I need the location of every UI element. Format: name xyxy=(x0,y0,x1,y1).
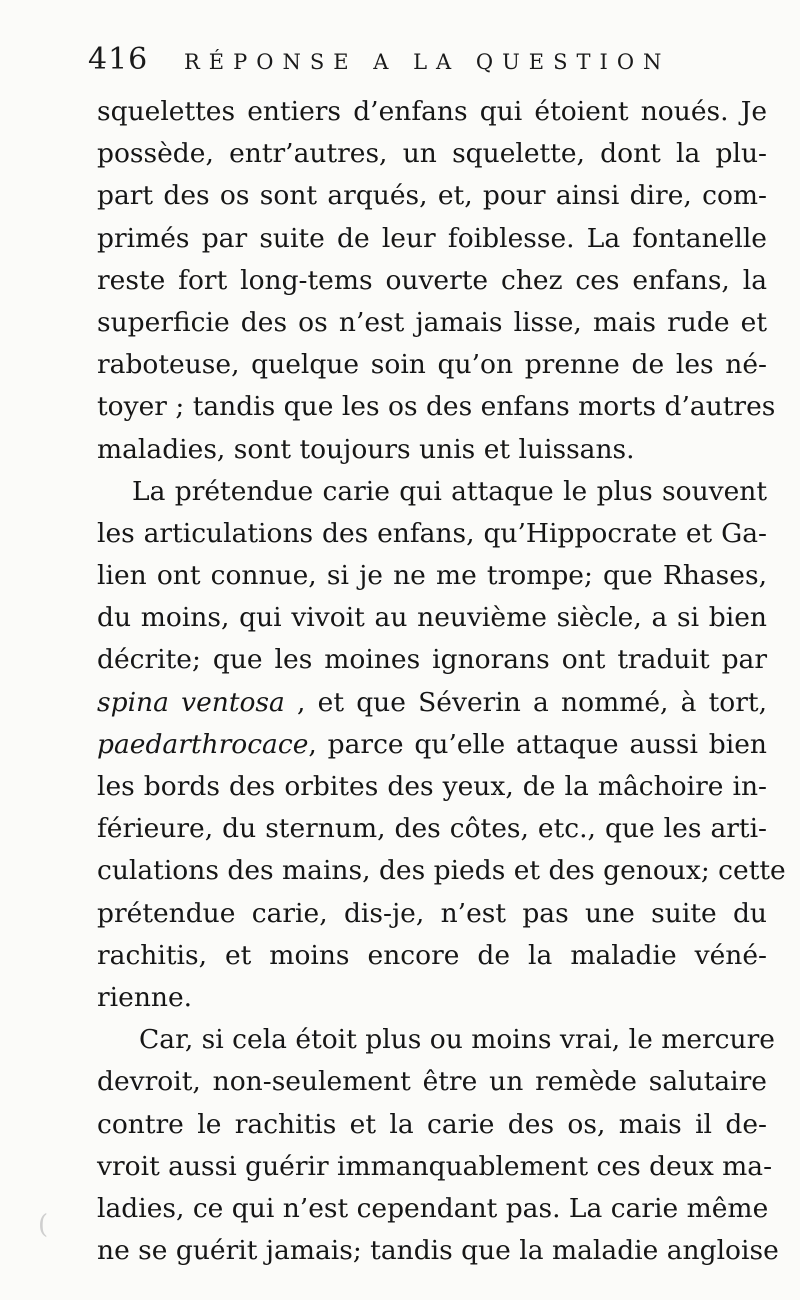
text-fragment: , et que Séverin a nommé, à tort, xyxy=(284,686,767,718)
text-line: ne se guérit jamais; tandis que la maladie angloise xyxy=(97,1235,779,1267)
text-line: culations des mains, des pieds et des genoux; cette xyxy=(97,855,786,887)
text-line: raboteuse, quelque soin qu’on prenne de les né- xyxy=(97,349,767,381)
text-line: férieure, du sternum, des côtes, etc., que les arti- xyxy=(97,813,767,845)
paragraph-end-line: maladies, sont toujours unis et luissans. xyxy=(97,433,635,465)
text-line: contre le rachitis et la carie des os, mais il de- xyxy=(97,1108,767,1140)
text-line: ladies, ce qui n’est cependant pas. La carie même xyxy=(97,1192,769,1224)
text-line: devroit, non-seulement être un remède salutaire xyxy=(97,1066,767,1098)
text-line: vroit aussi guérir immanquablement ces deux ma- xyxy=(97,1150,773,1182)
page-header xyxy=(88,40,768,88)
text-line: reste fort long-tems ouverte chez ces enfans, la xyxy=(97,264,767,296)
text-line: toyer ; tandis que les os des enfans morts d’autres xyxy=(97,391,776,423)
text-line: rachitis, et moins encore de la maladie véné- xyxy=(97,939,767,971)
text-line: primés par suite de leur foiblesse. La fontanelle xyxy=(97,222,767,254)
text-line-with-italic xyxy=(97,682,767,724)
margin-mark: ( xyxy=(38,1210,49,1240)
paragraph-start-line: La prétendue carie qui attaque le plus souvent xyxy=(132,475,767,507)
text-line: possède, entr’autres, un squelette, dont la plu- xyxy=(97,138,767,170)
italic-term: paedarthrocace xyxy=(97,728,309,760)
text-line: du moins, qui vivoit au neuvième siècle, a si bien xyxy=(97,602,767,634)
running-head: RÉPONSE A LA QUESTION xyxy=(184,50,671,74)
text-line: lien ont connue, si je ne me trompe; que Rhases, xyxy=(97,560,767,592)
text-line-with-italic xyxy=(97,724,767,766)
text-fragment: , parce qu’elle attaque aussi bien xyxy=(308,728,767,760)
text-line: les bords des orbites des yeux, de la mâchoire in- xyxy=(97,771,767,802)
text-line: les articulations des enfans, qu’Hippocrate et Ga- xyxy=(97,517,767,549)
text-line: décrite; que les moines ignorans ont traduit par xyxy=(97,644,767,676)
text-line: squelettes entiers d’enfans qui étoient noués. Je xyxy=(97,96,767,127)
paragraph-start-line: Car, si cela étoit plus ou moins vrai, le mercure xyxy=(139,1024,775,1056)
text-line: part des os sont arqués, et, pour ainsi dire, com- xyxy=(97,180,767,212)
text-line: superficie des os n’est jamais lisse, mais rude et xyxy=(97,306,767,338)
italic-term: spina ventosa xyxy=(97,686,285,718)
body-text xyxy=(97,91,786,1272)
page-number: 416 xyxy=(88,42,149,77)
text-line: prétendue carie, dis-je, n’est pas une suite du xyxy=(97,897,767,929)
paragraph-end-line: rienne. xyxy=(97,981,193,1013)
